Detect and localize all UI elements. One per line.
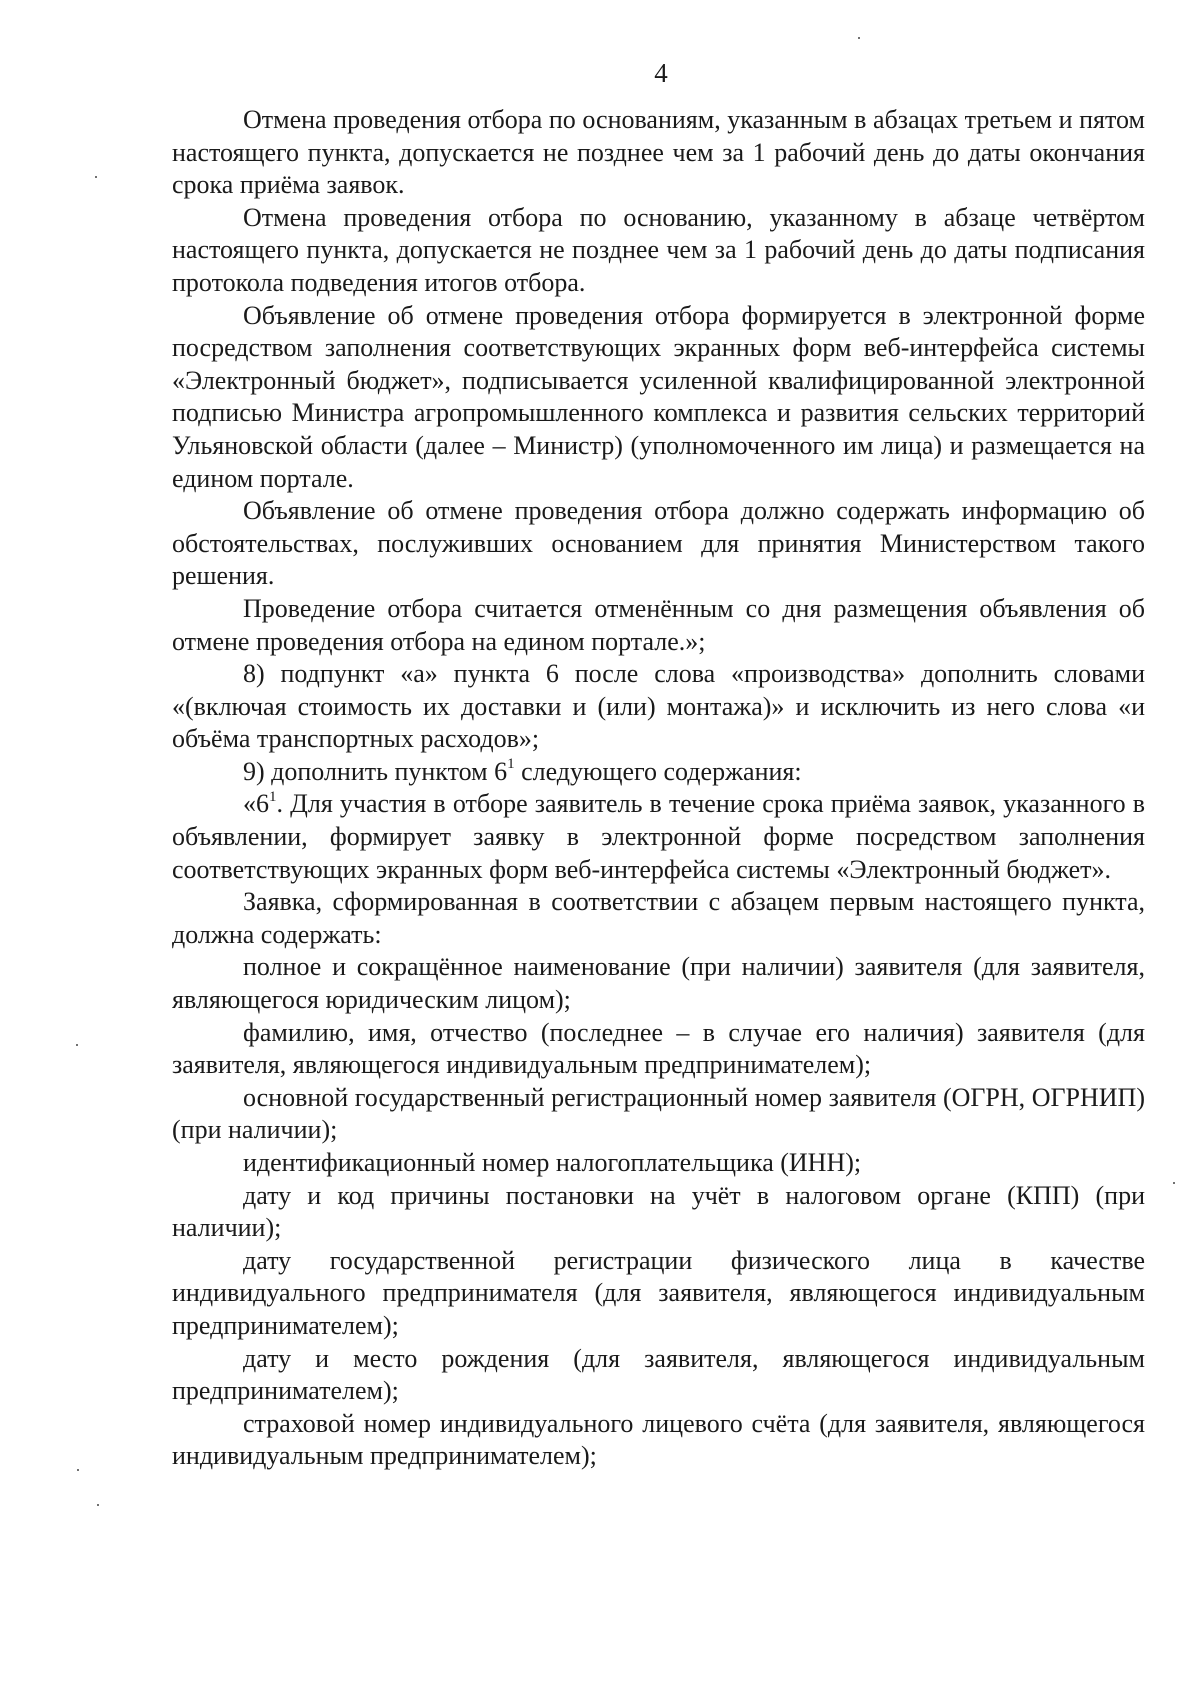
scan-speck [97, 1504, 99, 1506]
paragraph-item-9 [172, 756, 1145, 789]
document-body [172, 104, 1145, 1473]
item-9-text: 9) дополнить пунктом 6 [243, 756, 508, 786]
point-6-1-text: . Для участия в отборе заявитель в течение срока приёма заявок, указанного в объявлении, формирует заявку в электронной форме посредством заполнения соответствующих экранных форм веб-интерфейса системы «Электронный бюджет». [172, 789, 1145, 884]
paragraph: Проведение отбора считается отменённым со дня размещения объявления об отмене проведения отбора на едином портале.»; [172, 593, 1145, 656]
paragraph: фамилию, имя, отчество (последнее – в случае его наличия) заявителя (для заявителя, являющегося индивидуальным предпринимателем); [172, 1017, 1145, 1080]
paragraph: 8) подпункт «а» пункта 6 после слова «производства» дополнить словами «(включая стоимость их доставки и (или) монтажа)» и исключить из него слова «и объёма транспортных расходов»; [172, 659, 1145, 754]
scan-speck [858, 37, 860, 39]
paragraph: основной государственный регистрационный номер заявителя (ОГРН, ОГРНИП) (при наличии); [172, 1082, 1145, 1145]
paragraph: страховой номер индивидуального лицевого счёта (для заявителя, являющегося индивидуальным предпринимателем); [172, 1408, 1145, 1471]
paragraph: дату государственной регистрации физического лица в качестве индивидуального предпринимателя (для заявителя, являющегося индивидуальным предпринимателем); [172, 1245, 1145, 1340]
paragraph: дату и код причины постановки на учёт в налоговом органе (КПП) (при наличии); [172, 1180, 1145, 1243]
scan-speck [76, 1044, 78, 1046]
superscript: 1 [269, 788, 277, 805]
paragraph: Заявка, сформированная в соответствии с абзацем первым настоящего пункта, должна содержать: [172, 887, 1145, 949]
paragraph: Отмена проведения отбора по основанию, указанному в абзаце четвёртом настоящего пункта, допускается не позднее чем за 1 рабочий день до даты подписания протокола подведения итогов отбора. [172, 202, 1145, 297]
scan-speck [77, 1469, 79, 1471]
paragraph: Отмена проведения отбора по основаниям, указанным в абзацах третьем и пятом настоящего пункта, допускается не позднее чем за 1 рабочий день до даты окончания срока приёма заявок. [172, 105, 1145, 200]
paragraph: дату и место рождения (для заявителя, являющегося индивидуальным предпринимателем); [172, 1343, 1145, 1406]
point-6-1-label: «6 [243, 789, 269, 819]
paragraph: полное и сокращённое наименование (при наличии) заявителя (для заявителя, являющегося юридическим лицом); [172, 952, 1145, 1015]
scan-speck [95, 176, 97, 178]
scan-speck [1173, 1182, 1175, 1184]
paragraph: Объявление об отмене проведения отбора формируется в электронной форме посредством заполнения соответствующих экранных форм веб-интерфейса системы «Электронный бюджет», подписывается усиленной квалифицированной электронной подписью Министра агропромышленного комплекса и развития сельских территорий Ульяновской области (далее – Министр) (уполномоченного им лица) и размещается на едином портале. [172, 300, 1145, 493]
paragraph-point-6-1 [172, 788, 1145, 886]
item-9-text-rest: следующего содержания: [514, 756, 802, 786]
paragraph: Объявление об отмене проведения отбора должно содержать информацию об обстоятельствах, послуживших основанием для принятия Министерством такого решения. [172, 496, 1145, 591]
superscript: 1 [507, 756, 515, 773]
page-number: 4 [654, 58, 668, 88]
paragraph: идентификационный номер налогоплательщика (ИНН); [243, 1148, 862, 1177]
